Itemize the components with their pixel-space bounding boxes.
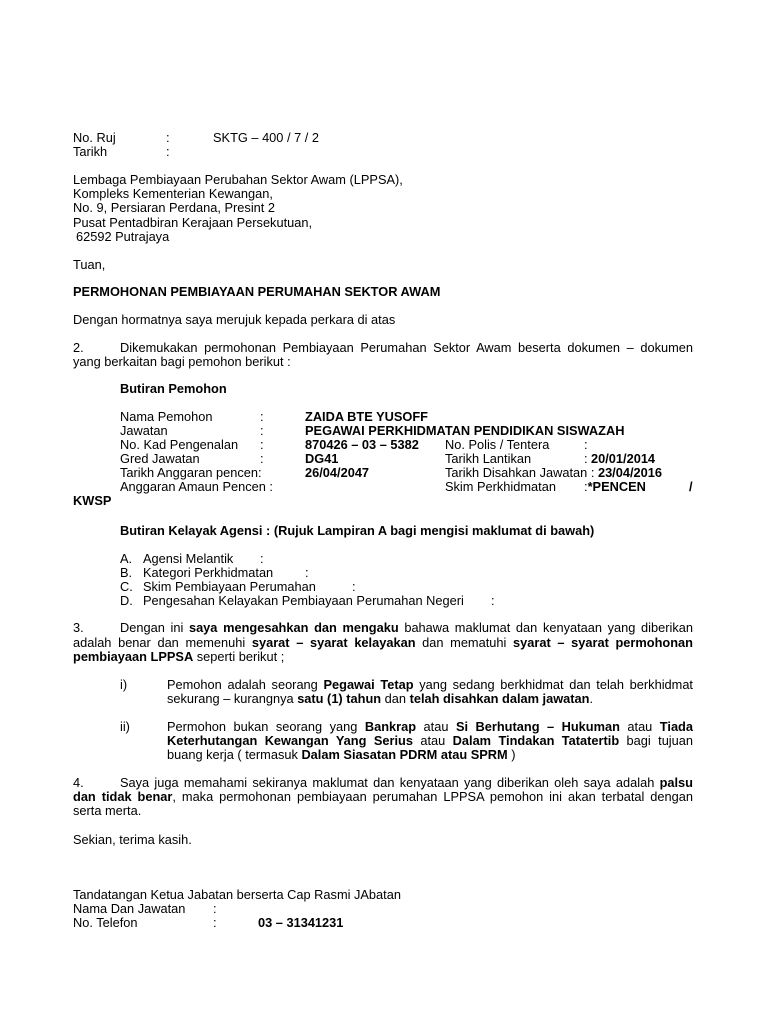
field-colon: :	[260, 423, 264, 438]
field-label: Anggaran Amaun Pencen :	[120, 479, 273, 494]
bold-text-run: Bankrap	[364, 719, 417, 734]
confirmation-field	[445, 466, 662, 480]
text-run: atau	[412, 733, 453, 748]
paragraph-line	[120, 621, 693, 635]
reference-colon: :	[166, 130, 170, 145]
text-run: buang kerja ( termasuk	[167, 747, 302, 762]
closing-line: Sekian, terima kasih.	[73, 832, 192, 847]
list-marker: A.	[120, 551, 133, 566]
text-run: Saya juga memahami sekiranya maklumat dan kenyataan yang diberikan oleh saya adalah	[120, 775, 660, 790]
appointment-date: 20/01/2014	[591, 451, 656, 466]
text-run: , maka permohonan pembiayaan perumahan LPPSA pemohon ini akan terbatal dengan	[172, 789, 693, 804]
text-run: atau	[619, 719, 660, 734]
bold-text-run: Keterhutangan Kewangan Yang Serius	[167, 733, 413, 748]
bold-text-run: Dalam Siasatan PDRM atau SPRM	[301, 747, 508, 762]
text-run: )	[507, 747, 516, 762]
applicant-position: PEGAWAI PERKHIDMATAN PENDIDIKAN SISWAZAH	[305, 423, 625, 438]
reference-label: No. Ruj	[73, 130, 116, 145]
bold-text-run: Pegawai Tetap	[323, 677, 414, 692]
date-label: Tarikh	[73, 144, 108, 159]
address-line: 62592 Putrajaya	[76, 229, 170, 244]
bold-text-run: pembiayaan LPPSA	[73, 649, 194, 664]
address-line: Kompleks Kementerian Kewangan,	[73, 186, 273, 201]
field-label: Nama Dan Jawatan	[73, 901, 186, 916]
field-label: Tarikh Lantikan	[445, 451, 532, 466]
letter-subject: PERMOHONAN PEMBIAYAAN PERUMAHAN SEKTOR AWAM	[73, 284, 441, 299]
bold-text-run: Tiada	[659, 719, 693, 734]
field-colon: :	[352, 579, 356, 594]
phone-number: 03 – 31341231	[258, 915, 344, 930]
list-marker: C.	[120, 579, 133, 594]
field-colon: :	[260, 551, 264, 566]
bold-text-run: syarat – syarat kelayakan	[251, 635, 416, 650]
bold-text-run: satu (1) tahun	[297, 691, 382, 706]
list-marker: B.	[120, 565, 133, 580]
text-run: yang sedang berkhidmat dan telah berkhidmat	[413, 677, 693, 692]
text-run: adalah benar dan memenuhi	[73, 635, 252, 650]
field-colon: :	[305, 565, 309, 580]
paragraph-number: 4.	[73, 775, 84, 790]
field-colon: :	[584, 437, 588, 452]
condition-line	[167, 720, 693, 734]
paragraph-line: yang berkaitan bagi pemohon berikut :	[73, 354, 291, 369]
field-label: Skim Pembiayaan Perumahan	[143, 579, 316, 594]
scheme-value: *PENCEN	[587, 479, 646, 494]
scheme-separator: /	[689, 479, 693, 494]
paragraph-number: 3.	[73, 620, 84, 635]
field-label: Agensi Melantik	[143, 551, 234, 566]
field-label: No. Kad Pengenalan	[120, 437, 239, 452]
text-run: .	[589, 691, 594, 706]
field-colon: :	[260, 451, 264, 466]
confirmation-date: 23/04/2016	[597, 465, 663, 480]
text-run: atau	[416, 719, 456, 734]
field-colon: :	[260, 437, 264, 452]
address-line: Pusat Pentadbiran Kerajaan Persekutuan,	[73, 215, 313, 230]
field-label: No. Telefon	[73, 915, 138, 930]
text-run: sekurang – kurangnya	[167, 691, 298, 706]
address-line: No. 9, Persiaran Perdana, Presint 2	[73, 200, 276, 215]
paragraph-number: 2.	[73, 340, 84, 355]
bold-text-run: dan tidak benar	[73, 789, 173, 804]
field-label: Nama Pemohon	[120, 409, 213, 424]
paragraph-line	[73, 790, 693, 804]
text-run: Pemohon adalah seorang	[167, 677, 324, 692]
applicant-ic-number: 870426 – 03 – 5382	[305, 437, 419, 452]
condition-line	[167, 748, 516, 762]
condition-line	[167, 692, 593, 706]
field-label: Skim Perkhidmatan	[445, 479, 556, 494]
salutation: Tuan,	[73, 257, 106, 272]
applicant-grade: DG41	[305, 451, 339, 466]
list-marker: ii)	[120, 719, 130, 734]
scheme-value: KWSP	[73, 493, 112, 508]
section-heading: Butiran Kelayak Agensi : (Rujuk Lampiran A bagi mengisi maklumat di bawah)	[120, 523, 595, 538]
field-colon: :	[584, 451, 588, 466]
paragraph-line	[73, 636, 693, 650]
list-marker: D.	[120, 593, 133, 608]
bold-text-run: syarat – syarat permohonan	[513, 635, 693, 650]
field-label: Kategori Perkhidmatan	[143, 565, 274, 580]
field-colon: :	[213, 915, 217, 930]
text-run: dan	[381, 691, 410, 706]
text-run: dan mematuhi	[415, 635, 513, 650]
signature-line: Tandatangan Ketua Jabatan berserta Cap Rasmi JAbatan	[73, 887, 401, 902]
field-label: Pengesahan Kelayakan Pembiayaan Perumahan Negeri	[143, 593, 464, 608]
text-run: seperti berikut ;	[193, 649, 285, 664]
text-run: bagi tujuan	[619, 733, 694, 748]
paragraph-line	[120, 776, 693, 790]
section-heading: Butiran Pemohon	[120, 381, 227, 396]
text-run: Permohon bukan seorang yang	[167, 719, 365, 734]
field-label: Tarikh Disahkan Jawatan	[445, 465, 588, 480]
text-run: bahawa maklumat dan kenyataan yang diberikan	[398, 620, 693, 635]
scheme-field	[584, 480, 646, 494]
field-colon: :	[584, 479, 588, 494]
field-colon: :	[590, 465, 595, 480]
list-marker: i)	[120, 677, 128, 692]
field-label: Jawatan	[120, 423, 168, 438]
paragraph-line: Dikemukakan permohonan Pembiayaan Perumahan Sektor Awam beserta dokumen – dokumen	[120, 340, 693, 355]
applicant-name: ZAIDA BTE YUSOFF	[305, 409, 428, 424]
address-line: Lembaga Pembiayaan Perubahan Sektor Awam (LPPSA),	[73, 172, 403, 187]
field-colon: :	[213, 901, 217, 916]
reference-number: SKTG – 400 / 7 / 2	[213, 130, 319, 145]
text-run: Dengan ini	[120, 620, 189, 635]
condition-line	[167, 678, 693, 692]
bold-text-run: telah disahkan dalam jawatan	[409, 691, 590, 706]
bold-text-run: Si Berhutang – Hukuman	[455, 719, 620, 734]
field-colon: :	[260, 409, 264, 424]
field-label: Tarikh Anggaran pencen:	[120, 465, 262, 480]
bold-text-run: Dalam Tindakan Tatatertib	[452, 733, 620, 748]
date-colon: :	[166, 144, 170, 159]
bold-text-run: saya mengesahkan dan mengaku	[188, 620, 399, 635]
retirement-date: 26/04/2047	[305, 465, 370, 480]
condition-line	[167, 734, 693, 748]
paragraph-line: serta merta.	[73, 803, 142, 818]
field-label: Gred Jawatan	[120, 451, 200, 466]
field-label: No. Polis / Tentera	[445, 437, 550, 452]
paragraph-line	[73, 650, 284, 664]
opening-line: Dengan hormatnya saya merujuk kepada perkara di atas	[73, 312, 396, 327]
field-colon: :	[491, 593, 495, 608]
bold-text-run: palsu	[659, 775, 693, 790]
